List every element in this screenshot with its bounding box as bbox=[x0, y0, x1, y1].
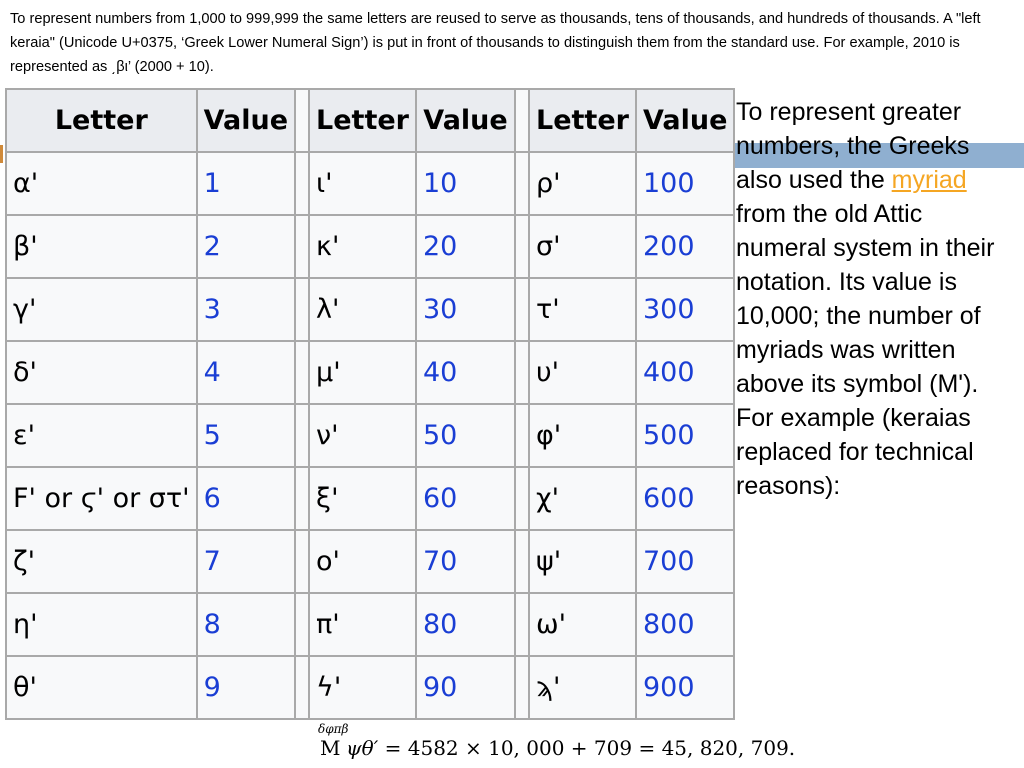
formula-myriad-count: δφπβ bbox=[318, 722, 349, 736]
value-cell: 70 bbox=[416, 530, 515, 593]
greek-numerals-table bbox=[5, 88, 735, 720]
value-cell: 50 bbox=[416, 404, 515, 467]
value-cell: 100 bbox=[636, 152, 734, 215]
letter-cell: υ' bbox=[529, 341, 636, 404]
letter-cell: Ϝ' or ϛ' or στ' bbox=[6, 467, 197, 530]
column-header-letter: Letter bbox=[529, 89, 636, 152]
letter-cell: ν' bbox=[309, 404, 416, 467]
greek-numerals-table-container bbox=[5, 88, 735, 720]
column-gap bbox=[295, 530, 309, 593]
letter-cell: ε' bbox=[6, 404, 197, 467]
column-gap bbox=[515, 215, 529, 278]
myriad-link[interactable]: myriad bbox=[891, 166, 967, 194]
column-gap bbox=[295, 656, 309, 719]
value-cell: 600 bbox=[636, 467, 734, 530]
letter-cell: γ' bbox=[6, 278, 197, 341]
letter-cell: μ' bbox=[309, 341, 416, 404]
column-gap bbox=[515, 341, 529, 404]
explanation-text-end: from the old Attic numeral system in their notation. Its value is 10,000; the number of myriads was written above its symbol (M'). For example (keraias replaced for technical reasons): bbox=[736, 200, 995, 500]
letter-cell: ο' bbox=[309, 530, 416, 593]
explanation-text-start: To represent greater numbers, the Greeks also used the bbox=[736, 98, 970, 194]
letter-cell: κ' bbox=[309, 215, 416, 278]
formula-result: = 4582 × 10, 000 + 709 = 45, 820, 709. bbox=[378, 736, 796, 760]
letter-cell: ϟ' bbox=[309, 656, 416, 719]
letter-cell: η' bbox=[6, 593, 197, 656]
value-cell: 5 bbox=[197, 404, 295, 467]
column-header-letter: Letter bbox=[6, 89, 197, 152]
value-cell: 60 bbox=[416, 467, 515, 530]
formula-variable: ψθ′ bbox=[346, 736, 379, 760]
table-header-row bbox=[6, 89, 734, 152]
letter-cell: λ' bbox=[309, 278, 416, 341]
table-row bbox=[6, 278, 734, 341]
value-cell: 800 bbox=[636, 593, 734, 656]
table-row bbox=[6, 467, 734, 530]
value-cell: 8 bbox=[197, 593, 295, 656]
column-gap bbox=[515, 404, 529, 467]
table-body bbox=[6, 152, 734, 719]
value-cell: 500 bbox=[636, 404, 734, 467]
value-cell: 700 bbox=[636, 530, 734, 593]
table-row bbox=[6, 152, 734, 215]
column-header-value: Value bbox=[197, 89, 295, 152]
letter-cell: θ' bbox=[6, 656, 197, 719]
value-cell: 3 bbox=[197, 278, 295, 341]
value-cell: 10 bbox=[416, 152, 515, 215]
letter-cell: α' bbox=[6, 152, 197, 215]
table-row bbox=[6, 404, 734, 467]
formula-expression bbox=[346, 736, 795, 760]
column-gap bbox=[295, 152, 309, 215]
column-gap bbox=[515, 593, 529, 656]
letter-cell: β' bbox=[6, 215, 197, 278]
column-gap bbox=[295, 89, 309, 152]
column-gap bbox=[295, 215, 309, 278]
letter-cell: χ' bbox=[529, 467, 636, 530]
value-cell: 4 bbox=[197, 341, 295, 404]
letter-cell: τ' bbox=[529, 278, 636, 341]
value-cell: 9 bbox=[197, 656, 295, 719]
value-cell: 300 bbox=[636, 278, 734, 341]
table-row bbox=[6, 530, 734, 593]
value-cell: 90 bbox=[416, 656, 515, 719]
value-cell: 30 bbox=[416, 278, 515, 341]
value-cell: 900 bbox=[636, 656, 734, 719]
column-gap bbox=[295, 467, 309, 530]
letter-cell: ρ' bbox=[529, 152, 636, 215]
formula-myriad-symbol: M bbox=[320, 736, 341, 760]
letter-cell: ϡ' bbox=[529, 656, 636, 719]
value-cell: 1 bbox=[197, 152, 295, 215]
table-row bbox=[6, 593, 734, 656]
column-gap bbox=[515, 152, 529, 215]
letter-cell: σ' bbox=[529, 215, 636, 278]
slide-edge-marker bbox=[0, 145, 3, 163]
table-row bbox=[6, 341, 734, 404]
value-cell: 6 bbox=[197, 467, 295, 530]
column-gap bbox=[515, 656, 529, 719]
column-header-value: Value bbox=[636, 89, 734, 152]
myriad-explanation bbox=[736, 95, 1006, 503]
value-cell: 400 bbox=[636, 341, 734, 404]
column-gap bbox=[515, 467, 529, 530]
letter-cell: φ' bbox=[529, 404, 636, 467]
column-gap bbox=[295, 593, 309, 656]
column-header-letter: Letter bbox=[309, 89, 416, 152]
column-header-value: Value bbox=[416, 89, 515, 152]
column-gap bbox=[295, 278, 309, 341]
intro-paragraph: To represent numbers from 1,000 to 999,999 the same letters are reused to serve as thousands, tens of thousands, and hundreds of thousands. A "left keraia" (Unicode U+0375, ‘Greek Lower Numeral Sign’) is put in front of thousands to distinguish them from the standard use. For example, 2010 is represented as ͵βι’ (2000 + 10). bbox=[10, 11, 981, 75]
letter-cell: ξ' bbox=[309, 467, 416, 530]
value-cell: 40 bbox=[416, 341, 515, 404]
column-gap bbox=[295, 404, 309, 467]
letter-cell: ζ' bbox=[6, 530, 197, 593]
value-cell: 20 bbox=[416, 215, 515, 278]
column-gap bbox=[515, 89, 529, 152]
value-cell: 80 bbox=[416, 593, 515, 656]
table-row bbox=[6, 215, 734, 278]
column-gap bbox=[515, 278, 529, 341]
table-row bbox=[6, 656, 734, 719]
value-cell: 2 bbox=[197, 215, 295, 278]
letter-cell: ι' bbox=[309, 152, 416, 215]
letter-cell: δ' bbox=[6, 341, 197, 404]
letter-cell: π' bbox=[309, 593, 416, 656]
value-cell: 7 bbox=[197, 530, 295, 593]
column-gap bbox=[515, 530, 529, 593]
column-gap bbox=[295, 341, 309, 404]
letter-cell: ψ' bbox=[529, 530, 636, 593]
value-cell: 200 bbox=[636, 215, 734, 278]
letter-cell: ω' bbox=[529, 593, 636, 656]
